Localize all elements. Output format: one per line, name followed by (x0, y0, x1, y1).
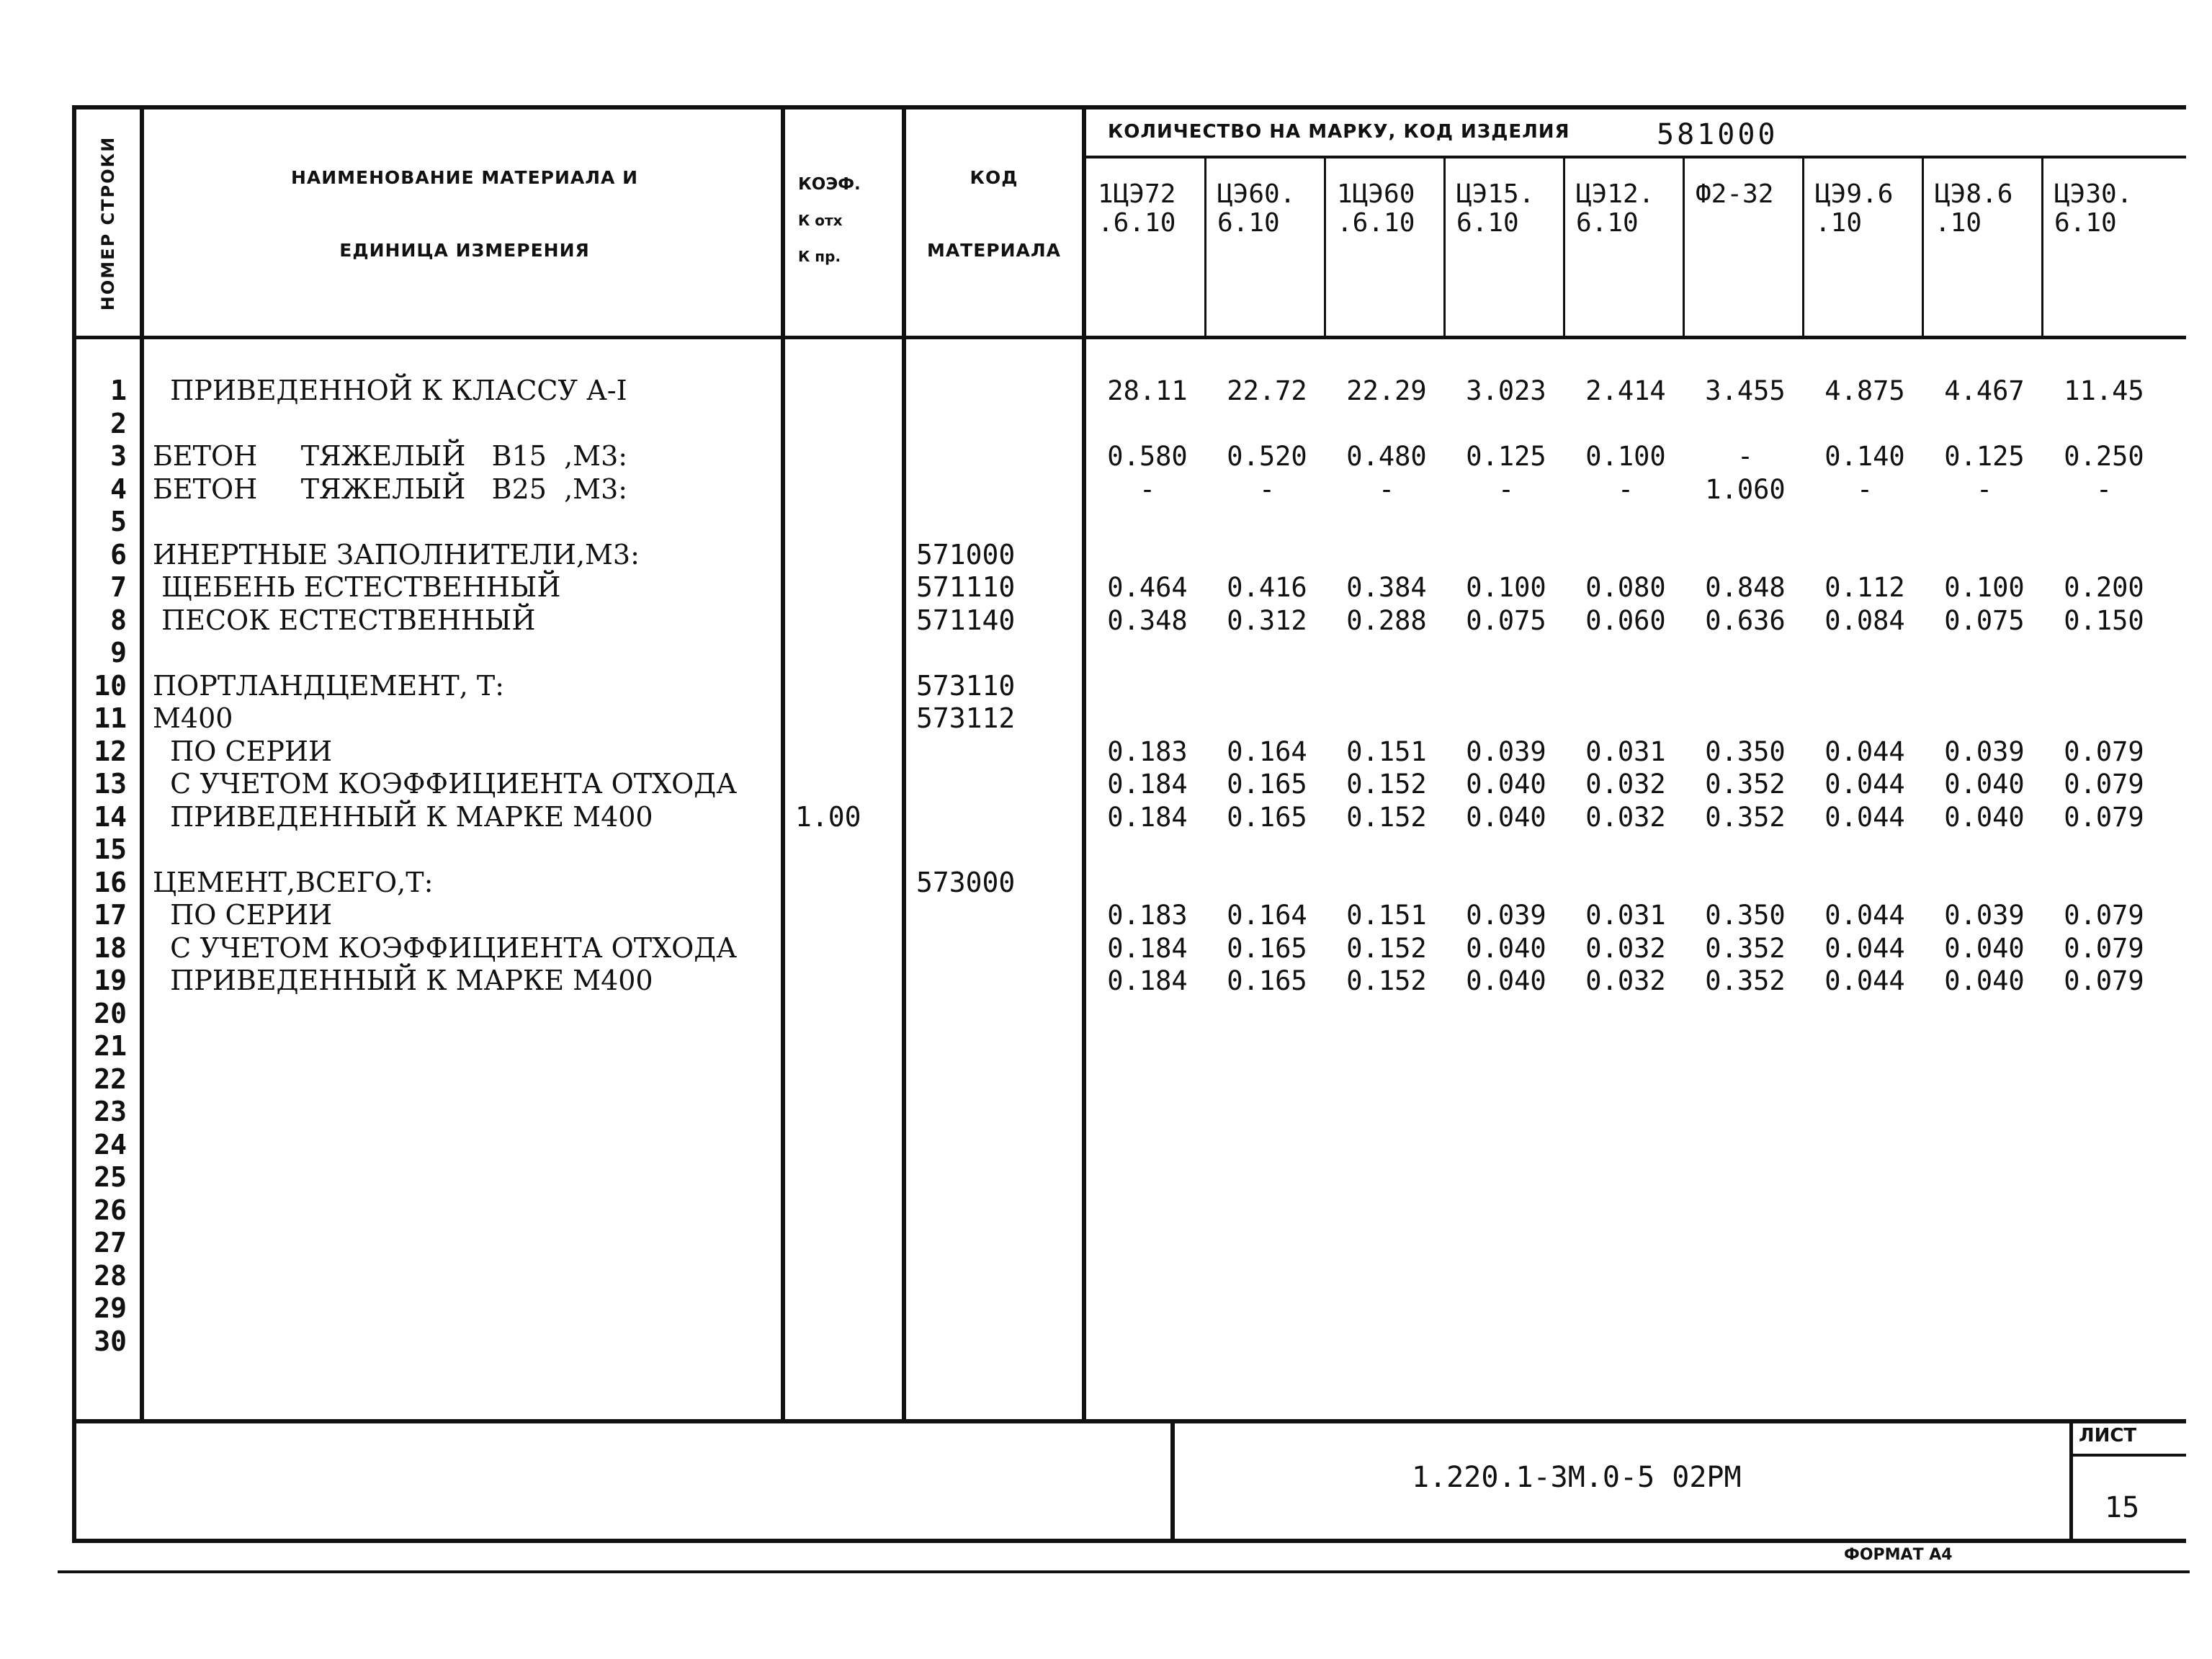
quantity-cell: 0.165 (1227, 769, 1307, 800)
material-code-header (906, 167, 1082, 261)
material-code: 573110 (916, 669, 1016, 702)
material-name: ЩЕБЕНЬ ЕСТЕСТВЕННЫЙ (153, 571, 561, 603)
quantity-cell: 0.039 (1466, 900, 1546, 931)
row-number: 24 (94, 1128, 127, 1161)
row-number: 21 (94, 1030, 127, 1062)
material-code: 573112 (916, 702, 1016, 734)
quantity-cell: 0.079 (2064, 735, 2144, 767)
row-number: 8 (110, 604, 127, 636)
material-code: 571140 (916, 604, 1016, 636)
quantity-cell: 2.414 (1585, 375, 1666, 406)
row-number: 9 (110, 637, 127, 668)
quantity-cell: 0.044 (1824, 769, 1905, 800)
row-number: 2 (110, 407, 127, 439)
quantity-cell: 0.044 (1824, 932, 1905, 964)
row-number: 15 (94, 833, 127, 865)
row-number: 30 (94, 1325, 127, 1357)
material-name: ПРИВЕДЕННОЙ К КЛАССУ А-I (153, 375, 627, 406)
quantity-cell: 0.152 (1346, 769, 1427, 800)
row-number: 14 (94, 800, 127, 833)
quantity-header-label: КОЛИЧЕСТВО НА МАРКУ, КОД ИЗДЕЛИЯ (1108, 121, 1570, 143)
quantity-cell: 0.165 (1227, 965, 1307, 996)
quantity-cell: 0.075 (1466, 604, 1546, 636)
product-column-header: ЦЭ30. 6.10 (2054, 179, 2133, 238)
quantity-cell: 0.152 (1346, 932, 1427, 964)
quantity-cell: 0.125 (1466, 441, 1546, 472)
quantity-cell: 0.184 (1107, 801, 1188, 833)
quantity-cell: - (1617, 473, 1634, 505)
quantity-cell: 0.079 (2064, 801, 2144, 833)
waste-coefficient: 1.00 (795, 800, 861, 833)
quantity-cell: 22.29 (1346, 375, 1427, 406)
quantity-cell: 0.044 (1824, 801, 1905, 833)
quantity-cell: 0.079 (2064, 965, 2144, 996)
quantity-cell: 0.044 (1824, 735, 1905, 767)
quantity-cell: 0.165 (1227, 932, 1307, 964)
quantity-cell: 0.384 (1346, 572, 1427, 603)
row-number: 5 (110, 506, 127, 537)
material-name: С УЧЕТОМ КОЭФФИЦИЕНТА ОТХОДА (153, 931, 737, 964)
quantity-cell: 4.875 (1824, 375, 1905, 406)
quantity-cell: - (1258, 473, 1276, 505)
quantity-cell: 0.084 (1824, 604, 1905, 636)
quantity-cell: 0.079 (2064, 900, 2144, 931)
quantity-cell: 0.151 (1346, 900, 1427, 931)
row-number: 25 (94, 1161, 127, 1193)
row-number: 20 (94, 997, 127, 1029)
material-name: М400 (153, 702, 233, 734)
material-name: ЦЕМЕНТ,ВСЕГО,Т: (153, 866, 434, 898)
coef-header (798, 171, 899, 269)
quantity-cell: 0.032 (1585, 932, 1666, 964)
material-name: С УЧЕТОМ КОЭФФИЦИЕНТА ОТХОДА (153, 768, 737, 800)
product-code: 581000 (1657, 118, 1778, 151)
quantity-cell: 0.100 (1944, 572, 2025, 603)
quantity-cell: 0.184 (1107, 965, 1188, 996)
quantity-cell: 0.044 (1824, 965, 1905, 996)
row-number: 3 (110, 440, 127, 472)
row-number: 28 (94, 1259, 127, 1292)
quantity-cell: 0.031 (1585, 735, 1666, 767)
material-name-header (148, 167, 781, 261)
quantity-cell: 0.112 (1824, 572, 1905, 603)
quantity-cell: 0.100 (1466, 572, 1546, 603)
product-column-header: ЦЭ8.6 .10 (1935, 179, 2013, 238)
material-code-header-line2: МАТЕРИАЛА (926, 240, 1062, 261)
material-name: ПЕСОК ЕСТЕСТВЕННЫЙ (153, 604, 536, 636)
quantity-cell: 0.140 (1824, 441, 1905, 472)
quantity-cell: 0.040 (1944, 801, 2025, 833)
quantity-cell: 0.040 (1944, 932, 2025, 964)
quantity-cell: 0.152 (1346, 965, 1427, 996)
material-name: ПО СЕРИИ (153, 735, 333, 767)
quantity-cell: 3.455 (1705, 375, 1786, 406)
quantity-cell: 0.040 (1944, 769, 2025, 800)
quantity-cell: 0.044 (1824, 900, 1905, 931)
material-name-header-line1: НАИМЕНОВАНИЕ МАТЕРИАЛА И (290, 167, 639, 188)
quantity-cell: - (1737, 441, 1754, 472)
product-column-header: 1ЦЭ60 .6.10 (1337, 179, 1415, 238)
quantity-cell: 0.039 (1944, 735, 2025, 767)
quantity-cell: - (1976, 473, 1993, 505)
quantity-cell: - (1497, 473, 1515, 505)
sheet-label: ЛИСТ (2079, 1425, 2137, 1446)
quantity-cell: 22.72 (1227, 375, 1307, 406)
quantity-cell: 4.467 (1944, 375, 2025, 406)
quantity-cell: - (1378, 473, 1395, 505)
row-number: 6 (110, 538, 127, 571)
quantity-cell: 0.312 (1227, 604, 1307, 636)
quantity-cell: 0.636 (1705, 604, 1786, 636)
row-number: 29 (94, 1292, 127, 1324)
quantity-cell: 0.040 (1466, 965, 1546, 996)
quantity-cell: 0.165 (1227, 801, 1307, 833)
quantity-cell: 0.184 (1107, 932, 1188, 964)
row-number: 1 (110, 375, 127, 406)
quantity-cell: 0.039 (1944, 900, 2025, 931)
coef-header-line1: КОЭФ. (798, 175, 861, 194)
coef-header-line2: К отх (798, 212, 843, 229)
quantity-cell: 0.040 (1466, 769, 1546, 800)
quantity-cell: 0.039 (1466, 735, 1546, 767)
material-name: ПРИВЕДЕННЫЙ К МАРКЕ М400 (153, 965, 653, 996)
row-number: 23 (94, 1096, 127, 1127)
product-column-header: ЦЭ15. 6.10 (1456, 179, 1535, 238)
quantity-cell: 0.040 (1944, 965, 2025, 996)
quantity-cell: 0.352 (1705, 801, 1786, 833)
material-code: 571110 (916, 571, 1016, 603)
quantity-cell: 0.152 (1346, 801, 1427, 833)
row-number: 18 (94, 931, 127, 964)
quantity-cell: 0.250 (2064, 441, 2144, 472)
quantity-cell: 0.352 (1705, 769, 1786, 800)
quantity-cell: 0.464 (1107, 572, 1188, 603)
quantity-cell: - (2095, 473, 2113, 505)
quantity-cell: 0.183 (1107, 735, 1188, 767)
product-column-header: ЦЭ12. 6.10 (1576, 179, 1654, 238)
quantity-cell: 0.031 (1585, 900, 1666, 931)
quantity-cell: 1.060 (1705, 473, 1786, 505)
document-code: 1.220.1-3М.0-5 02РМ (1412, 1461, 1742, 1494)
quantity-cell: 0.164 (1227, 735, 1307, 767)
material-name: ПРИВЕДЕННЫЙ К МАРКЕ М400 (153, 800, 653, 833)
product-column-header: Ф2-32 (1696, 179, 1774, 209)
quantity-cell: 0.580 (1107, 441, 1188, 472)
material-code: 573000 (916, 866, 1016, 898)
quantity-cell: 0.079 (2064, 932, 2144, 964)
quantity-cell: 0.352 (1705, 965, 1786, 996)
quantity-cell: 0.032 (1585, 801, 1666, 833)
quantity-cell: 0.032 (1585, 965, 1666, 996)
material-code: 571000 (916, 538, 1016, 571)
material-name-header-line2: ЕДИНИЦА ИЗМЕРЕНИЯ (339, 240, 590, 261)
row-number: 10 (94, 669, 127, 702)
quantity-cell: 0.040 (1466, 801, 1546, 833)
product-column-header: 1ЦЭ72 .6.10 (1098, 179, 1176, 238)
quantity-cell: 0.520 (1227, 441, 1307, 472)
row-number-header-label: НОМЕР СТРОКИ (98, 135, 118, 311)
quantity-cell: 0.848 (1705, 572, 1786, 603)
quantity-cell: 28.11 (1107, 375, 1188, 406)
material-name: БЕТОН ТЯЖЕЛЫЙ В25 ,М3: (153, 473, 628, 505)
quantity-cell: 0.040 (1466, 932, 1546, 964)
row-number: 22 (94, 1063, 127, 1095)
quantity-cell: 0.183 (1107, 900, 1188, 931)
quantity-cell: 0.079 (2064, 769, 2144, 800)
format-label: ФОРМАТ А4 (1844, 1546, 1953, 1564)
row-number: 27 (94, 1227, 127, 1258)
row-number: 7 (110, 571, 127, 603)
quantity-cell: - (1139, 473, 1156, 505)
quantity-cell: 3.023 (1466, 375, 1546, 406)
product-column-header: ЦЭ9.6 .10 (1815, 179, 1894, 238)
quantity-cell: 0.032 (1585, 769, 1666, 800)
quantity-cell: 0.350 (1705, 900, 1786, 931)
quantity-cell: 0.075 (1944, 604, 2025, 636)
product-column-header: ЦЭ60. 6.10 (1217, 179, 1296, 238)
row-number: 4 (110, 473, 127, 505)
row-number: 12 (94, 735, 127, 767)
material-name: ИНЕРТНЫЕ ЗАПОЛНИТЕЛИ,М3: (153, 538, 640, 571)
quantity-cell: 0.350 (1705, 735, 1786, 767)
sheet-number: 15 (2105, 1491, 2140, 1524)
quantity-cell: 0.352 (1705, 932, 1786, 964)
quantity-cell: 0.348 (1107, 604, 1188, 636)
quantity-cell: 0.125 (1944, 441, 2025, 472)
quantity-cell: 0.151 (1346, 735, 1427, 767)
material-name: ПО СЕРИИ (153, 899, 333, 931)
quantity-header (1108, 121, 1570, 143)
quantity-cell: 0.416 (1227, 572, 1307, 603)
coef-header-line3: К пр. (798, 248, 841, 265)
quantity-cell: - (1856, 473, 1873, 505)
quantity-cell: 0.080 (1585, 572, 1666, 603)
quantity-cell: 0.480 (1346, 441, 1427, 472)
quantity-cell: 0.184 (1107, 769, 1188, 800)
quantity-cell: 0.164 (1227, 900, 1307, 931)
quantity-cell: 0.100 (1585, 441, 1666, 472)
row-number: 26 (94, 1194, 127, 1226)
quantity-cell: 11.45 (2064, 375, 2144, 406)
row-number-header (81, 115, 135, 331)
quantity-cell: 0.200 (2064, 572, 2144, 603)
row-number: 16 (94, 866, 127, 898)
quantity-cell: 0.288 (1346, 604, 1427, 636)
row-number: 13 (94, 768, 127, 800)
quantity-cell: 0.150 (2064, 604, 2144, 636)
material-name: ПОРТЛАНДЦЕМЕНТ, Т: (153, 669, 505, 702)
row-number: 17 (94, 899, 127, 931)
material-name: БЕТОН ТЯЖЕЛЫЙ В15 ,М3: (153, 440, 628, 472)
quantity-cell: 0.060 (1585, 604, 1666, 636)
material-code-header-line1: КОД (970, 167, 1018, 188)
row-number: 19 (94, 965, 127, 996)
row-number: 11 (94, 702, 127, 734)
